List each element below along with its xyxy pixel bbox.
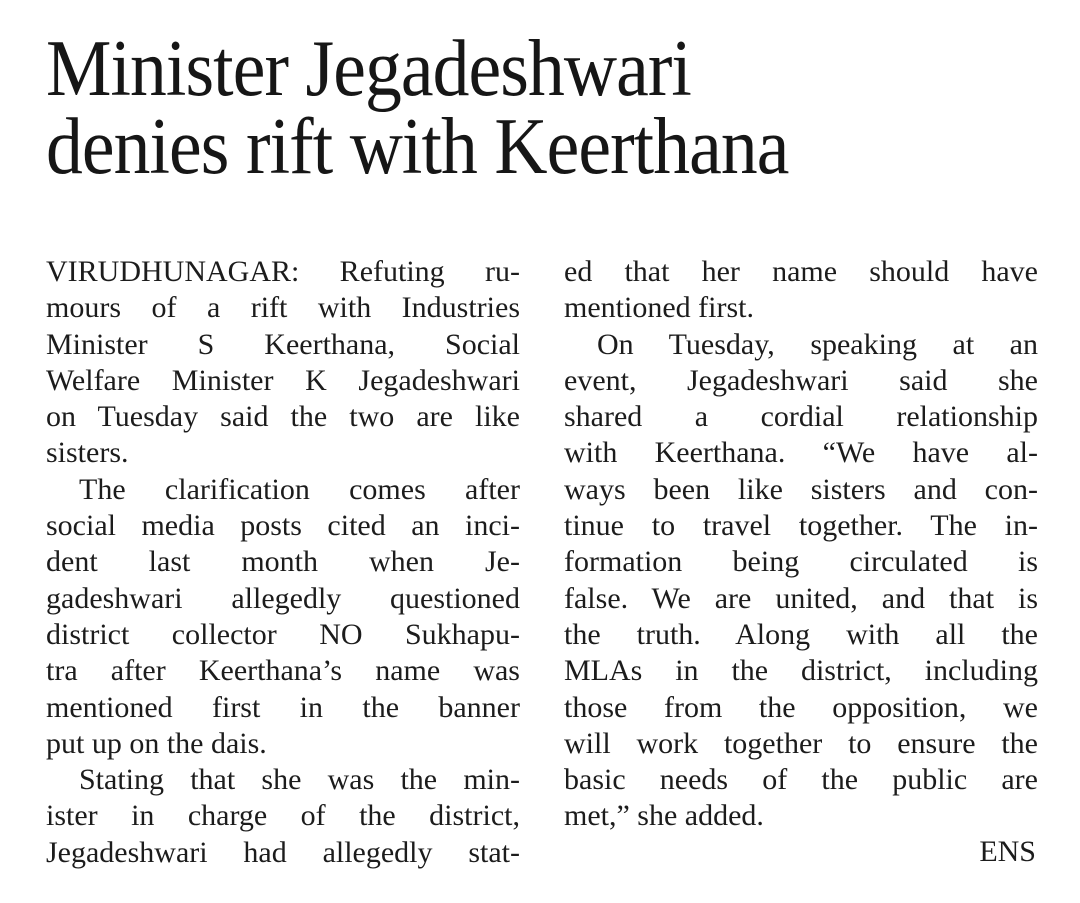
headline-line-1: Minister Jegadeshwari: [46, 25, 691, 113]
text-line: shared a cordial relationship: [564, 400, 1038, 434]
text-line: gadeshwari allegedly questioned: [46, 581, 520, 615]
text-line: social media posts cited an inci-: [46, 509, 520, 543]
text-line: with Keerthana. “We have al-: [564, 436, 1038, 470]
text-line: sisters.: [46, 436, 129, 470]
text-line: false. We are united, and that is: [564, 581, 1038, 615]
text-line: event, Jegadeshwari said she: [564, 363, 1038, 397]
text-line: Minister S Keerthana, Social: [46, 327, 520, 361]
text-line: mentioned first.: [564, 291, 754, 325]
byline: ENS: [979, 835, 1036, 868]
text-line: VIRUDHUNAGAR: Refuting ru-: [46, 255, 520, 288]
text-line: mours of a rift with Industries: [46, 291, 520, 325]
headline: [46, 25, 975, 191]
article-column-left: [46, 254, 520, 871]
text-line: tinue to travel together. The in-: [564, 509, 1038, 543]
text-line: The clarification comes after: [79, 472, 520, 506]
article-column-right: [564, 254, 1038, 835]
text-line: basic needs of the public are: [564, 763, 1038, 797]
text-line: Stating that she was the min-: [79, 763, 520, 797]
text-line: the truth. Along with all the: [564, 617, 1038, 651]
headline-line-2: denies rift with Keerthana: [46, 103, 789, 191]
text-line: formation being circulated is: [564, 545, 1038, 579]
text-line: On Tuesday, speaking at an: [597, 327, 1038, 361]
text-line: put up on the dais.: [46, 726, 267, 760]
text-line: MLAs in the district, including: [564, 654, 1038, 688]
text-line: ways been like sisters and con-: [564, 472, 1038, 506]
text-line: ister in charge of the district,: [46, 799, 520, 833]
text-line: ed that her name should have: [564, 255, 1038, 288]
text-line: Welfare Minister K Jegadeshwari: [46, 363, 520, 397]
text-line: mentioned first in the banner: [46, 690, 520, 724]
text-line: those from the opposition, we: [564, 690, 1038, 724]
text-line: Jegadeshwari had allegedly stat-: [46, 835, 520, 869]
text-line: dent last month when Je-: [46, 545, 520, 579]
text-line: tra after Keerthana’s name was: [46, 654, 520, 688]
text-line: met,” she added.: [564, 799, 764, 833]
text-line: district collector NO Sukhapu-: [46, 617, 520, 651]
text-line: will work together to ensure the: [564, 726, 1038, 760]
text-line: on Tuesday said the two are like: [46, 400, 520, 434]
